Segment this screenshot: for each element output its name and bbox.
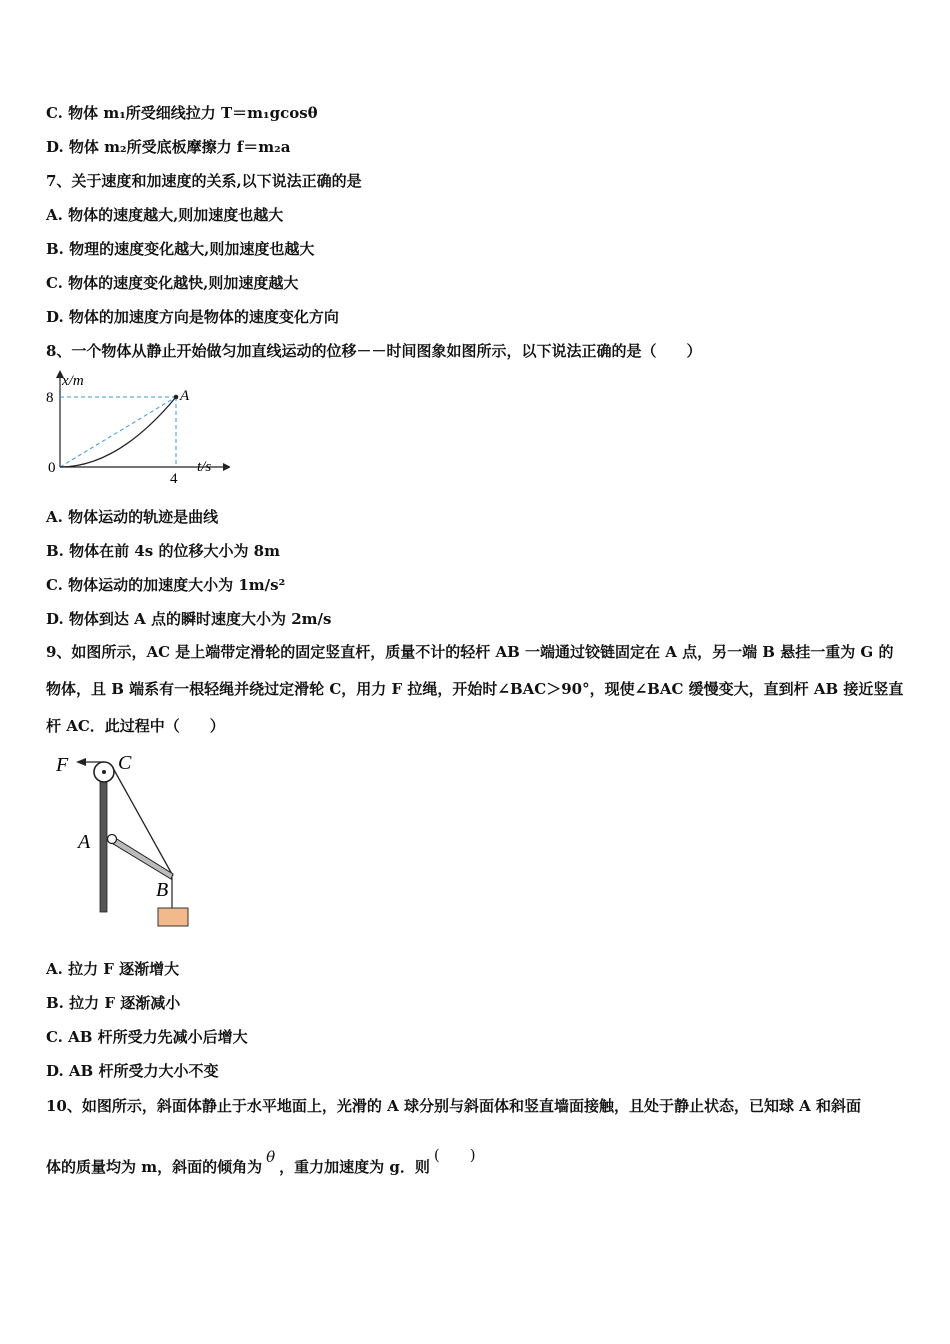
q7-option-c: C. 物体的速度变化越快,则加速度越大 — [46, 274, 299, 292]
q10-stem-line-2 — [46, 1146, 476, 1177]
q9-pulley-figure — [50, 748, 200, 933]
q7-option-a: A. 物体的速度越大,则加速度也越大 — [46, 206, 284, 224]
q8-stem: 8、一个物体从静止开始做匀加直线运动的位移－－时间图象如图所示，以下说法正确的是（ ） — [46, 342, 702, 360]
y-tick-label: 8 — [46, 390, 54, 406]
hanging-weight — [158, 908, 188, 926]
q9-option-b: B. 拉力 F 逐渐减小 — [46, 994, 181, 1012]
label-f: F — [56, 754, 69, 776]
q8-option-b: B. 物体在前 4s 的位移大小为 8m — [46, 542, 280, 560]
origin-label: 0 — [48, 460, 56, 476]
q6-option-d: D. 物体 m₂所受底板摩擦力 f＝m₂a — [46, 138, 291, 156]
force-arrow — [76, 758, 86, 766]
point-a — [174, 395, 179, 400]
q9-option-a: A. 拉力 F 逐渐增大 — [46, 960, 180, 978]
q8-option-d: D. 物体到达 A 点的瞬时速度大小为 2m/s — [46, 610, 332, 628]
x-axis-label: t/s — [197, 459, 212, 475]
x-axis-arrow — [223, 463, 230, 471]
guide-diagonal — [60, 397, 176, 467]
q10-stem-part-2: ，重力加速度为 g．则 — [279, 1158, 430, 1176]
theta-symbol: θ — [266, 1148, 276, 1166]
label-a: A — [78, 831, 91, 853]
q6-option-c: C. 物体 m₁所受细线拉力 T＝m₁gcosθ — [46, 104, 318, 122]
pulley-axle — [102, 770, 106, 774]
hinge-a — [108, 835, 117, 844]
q9-option-d: D. AB 杆所受力大小不变 — [46, 1062, 219, 1080]
q10-stem-part-1: 体的质量均为 m，斜面的倾角为 — [46, 1158, 263, 1176]
q8-option-c: C. 物体运动的加速度大小为 1m/s² — [46, 576, 286, 594]
light-rod-ab — [110, 836, 173, 879]
answer-blank: ( ) — [433, 1146, 476, 1164]
q7-stem: 7、关于速度和加速度的关系,以下说法正确的是 — [46, 172, 362, 190]
q8-xt-graph — [40, 365, 230, 490]
x-tick-label: 4 — [170, 471, 178, 487]
label-c: C — [118, 752, 132, 774]
q9-option-c: C. AB 杆所受力先减小后增大 — [46, 1028, 248, 1046]
vertical-rod-ac — [100, 770, 107, 912]
q8-option-a: A. 物体运动的轨迹是曲线 — [46, 508, 219, 526]
q7-option-d: D. 物体的加速度方向是物体的速度变化方向 — [46, 308, 339, 326]
y-axis-label: x/m — [62, 373, 84, 389]
q10-stem-line-1: 10、如图所示，斜面体静止于水平地面上，光滑的 A 球分别与斜面体和竖直墙面接触，且处于静止状态，已知球 A 和斜面 — [46, 1097, 862, 1115]
q7-option-b: B. 物理的速度变化越大,则加速度也越大 — [46, 240, 315, 258]
label-b: B — [156, 879, 169, 901]
q9-stem: 9、如图所示，AC 是上端带定滑轮的固定竖直杆，质量不计的轻杆 AB 一端通过铰链固定在 A 点，另一端 B 悬挂一重为 G 的物体，且 B 端系有一根轻绳并绕过定滑轮 C，用力 F 拉绳，开始时∠BAC＞90°，现使∠BAC 缓慢变大，直到杆 AB 接近竖直杆 AC．此过程中（ ） — [46, 643, 904, 735]
point-a-label: A — [180, 388, 190, 404]
